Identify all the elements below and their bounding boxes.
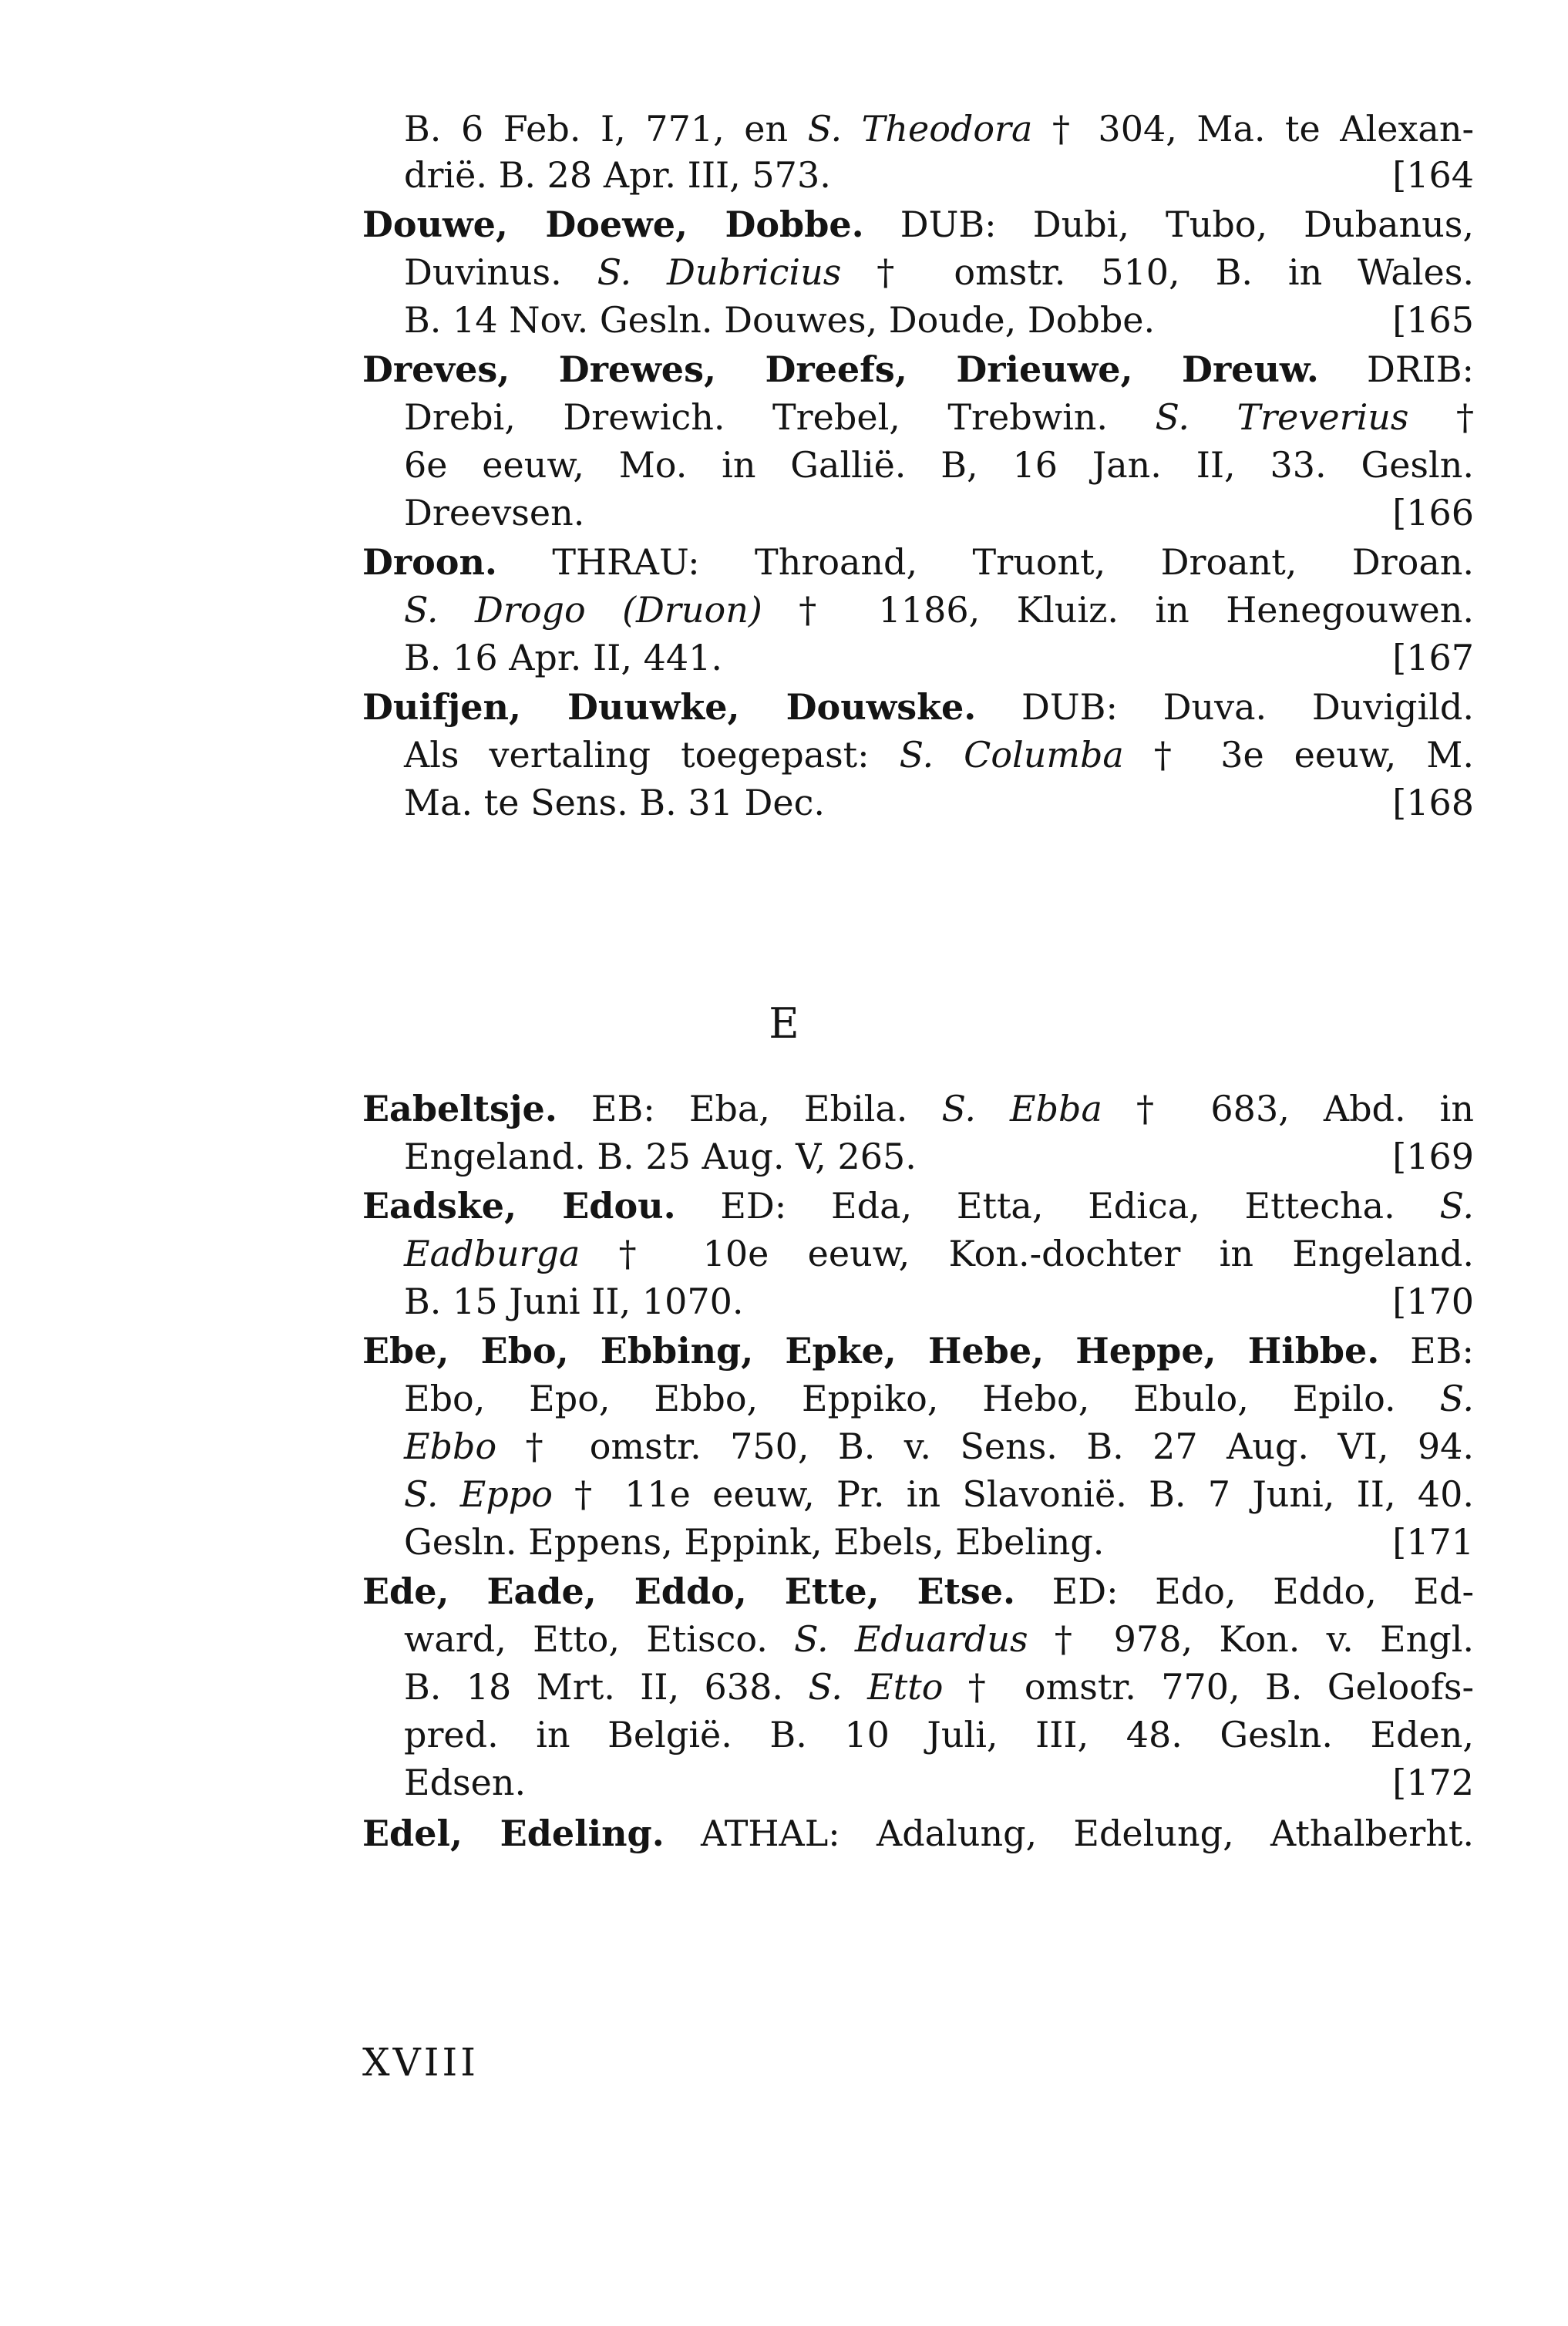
entry-headword-line: Ede, Eade, Eddo, Ette, Etse. ED: Edo, Eddo, Ed- xyxy=(362,1570,1474,1612)
entry-number: [164 xyxy=(1392,154,1474,196)
entry-line: Ebbo † omstr. 750, B. v. Sens. B. 27 Aug. VI, 94. xyxy=(404,1426,1474,1467)
entry-number: [168 xyxy=(1392,782,1474,823)
entry-line: 6e eeuw, Mo. in Gallië. B, 16 Jan. II, 33. Gesln. xyxy=(404,444,1474,486)
entry-headword-line: Edel, Edeling. ATHAL: Adalung, Edelung, Athalberht. xyxy=(362,1813,1475,1854)
entry-headword-line: Droon. THRAU: Throand, Truont, Droant, Droan. xyxy=(362,541,1474,583)
entry-number: [171 xyxy=(1392,1521,1474,1563)
entry-line: S. Eppo † 11e eeuw, Pr. in Slavonië. B. 7 Juni, II, 40. xyxy=(404,1473,1474,1515)
entry-number: [172 xyxy=(1392,1762,1474,1803)
entry-line: pred. in België. B. 10 Juli, III, 48. Gesln. Eden, xyxy=(404,1714,1474,1755)
entry-line: Dreevsen. [166 xyxy=(404,492,1474,534)
entry-headword-line: Ebe, Ebo, Ebbing, Epke, Hebe, Heppe, Hibbe. EB: xyxy=(362,1330,1474,1372)
entry-line: B. 6 Feb. I, 771, en S. Theodora † 304, Ma. te Alexan- xyxy=(404,108,1474,150)
entry-line: Ebo, Epo, Ebbo, Eppiko, Hebo, Ebulo, Epilo. S. xyxy=(404,1378,1474,1419)
entry-number: [165 xyxy=(1392,299,1474,341)
entry-headword-line: Dreves, Drewes, Dreefs, Drieuwe, Dreuw. DRIB: xyxy=(362,348,1474,390)
entry-line: Drebi, Drewich. Trebel, Trebwin. S. Treverius † xyxy=(404,396,1475,438)
entry-line: B. 14 Nov. Gesln. Douwes, Doude, Dobbe. [165 xyxy=(404,299,1474,341)
entry-number: [166 xyxy=(1392,492,1474,534)
entry-line: Edsen. [172 xyxy=(404,1762,1474,1803)
entry-line: Duvinus. S. Dubricius † omstr. 510, B. in Wales. xyxy=(404,251,1474,293)
entry-line: B. 16 Apr. II, 441. [167 xyxy=(404,637,1474,678)
entry-line: B. 15 Juni II, 1070. [170 xyxy=(404,1281,1474,1322)
section-heading: E xyxy=(769,999,799,1048)
entry-line: Engeland. B. 25 Aug. V, 265. [169 xyxy=(404,1136,1474,1177)
entry-line: S. Drogo (Druon) † 1186, Kluiz. in Henegouwen. xyxy=(404,589,1474,631)
entry-line: Als vertaling toegepast: S. Columba † 3e eeuw, M. xyxy=(404,734,1475,776)
entry-line: drië. B. 28 Apr. III, 573. [164 xyxy=(404,154,1474,196)
entry-line: Eadburga † 10e eeuw, Kon.-dochter in Engeland. xyxy=(404,1233,1474,1274)
entry-line: Gesln. Eppens, Eppink, Ebels, Ebeling. [171 xyxy=(404,1521,1474,1563)
entry-headword-line: Eabeltsje. EB: Eba, Ebila. S. Ebba † 683, Abd. in xyxy=(362,1088,1474,1129)
entry-line: B. 18 Mrt. II, 638. S. Etto † omstr. 770, B. Geloofs- xyxy=(404,1666,1475,1708)
entry-number: [169 xyxy=(1392,1136,1474,1177)
entry-line: ward, Etto, Etisco. S. Eduardus † 978, Kon. v. Engl. xyxy=(404,1618,1474,1660)
entry-headword-line: Duifjen, Duuwke, Douwske. DUB: Duva. Duvigild. xyxy=(362,686,1474,728)
entry-number: [167 xyxy=(1392,637,1474,678)
entry-line: Ma. te Sens. B. 31 Dec. [168 xyxy=(404,782,1474,823)
entry-headword-line: Eadske, Edou. ED: Eda, Etta, Edica, Ettecha. S. xyxy=(362,1185,1474,1227)
entry-number: [170 xyxy=(1392,1281,1474,1322)
entry-headword-line: Douwe, Doewe, Dobbe. DUB: Dubi, Tubo, Dubanus, xyxy=(362,204,1475,245)
page-number: XVIII xyxy=(362,2040,479,2085)
